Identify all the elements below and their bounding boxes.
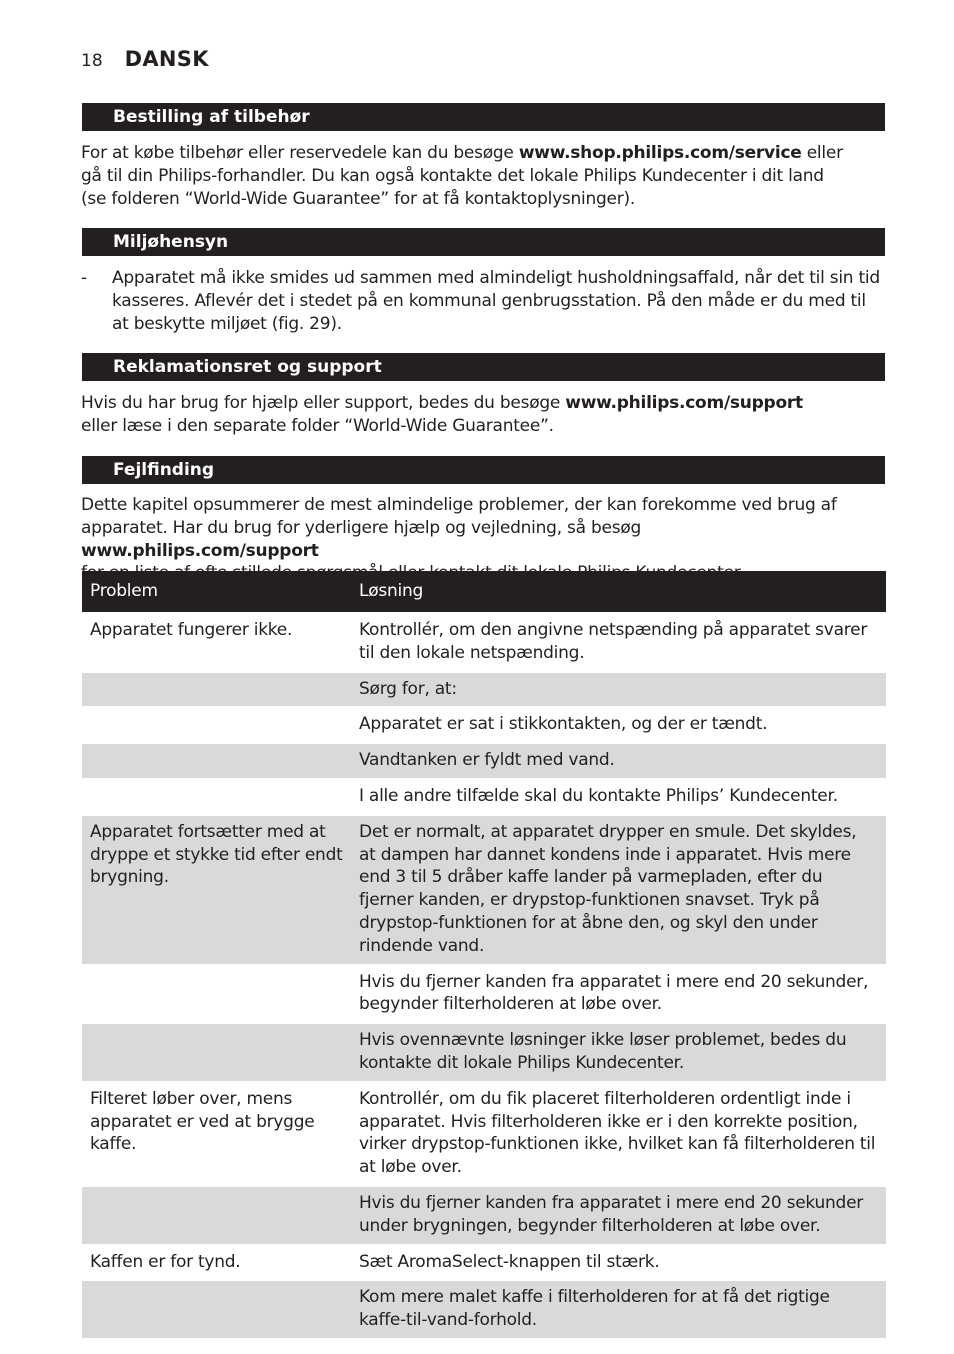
table-row xyxy=(82,1082,886,1186)
problem-cell xyxy=(82,1186,351,1245)
section-heading-ordering: Bestilling af tilbehør xyxy=(82,103,885,131)
support-link-2[interactable]: www.philips.com/support xyxy=(81,540,319,561)
problem-cell xyxy=(82,743,351,779)
troubleshooting-table xyxy=(82,571,886,1338)
environment-bullet xyxy=(81,267,881,335)
problem-cell xyxy=(82,672,351,708)
column-header-solution: Løsning xyxy=(351,571,886,613)
solution-cell: Kom mere malet kaffe i filterholderen for at få det rigtige kaffe-til-vand-forhold. xyxy=(351,1280,886,1338)
support-link[interactable]: www.philips.com/support xyxy=(565,393,803,413)
problem-cell xyxy=(82,707,351,743)
page-header xyxy=(81,47,209,71)
solution-cell: I alle andre tilfælde skal du kontakte Philips’ Kundecenter. xyxy=(351,779,886,815)
table-row xyxy=(82,707,886,743)
ordering-text-line2: gå til din Philips-forhandler. Du kan også kontakte det lokale Philips Kundecenter i dit land xyxy=(81,165,824,186)
problem-cell xyxy=(82,779,351,815)
bullet-dash: - xyxy=(81,268,87,288)
problem-cell xyxy=(82,1280,351,1338)
table-row xyxy=(82,1023,886,1082)
problem-cell: Apparatet fungerer ikke. xyxy=(82,613,351,672)
solution-cell: Hvis du fjerner kanden fra apparatet i mere end 20 sekunder under brygningen, begynder filterholderen at løbe over. xyxy=(351,1186,886,1245)
solution-cell: Kontrollér, om du fik placeret filterholderen ordentligt inde i apparatet. Hvis filterholderen ikke er i den korrekte position, virker drypstop-funktionen ikke, hvilket kan få filterholderen til at løbe over. xyxy=(351,1082,886,1186)
ordering-paragraph xyxy=(81,142,881,210)
section-heading-troubleshooting: Fejlfinding xyxy=(82,456,885,484)
solution-cell: Sæt AromaSelect-knappen til stærk. xyxy=(351,1245,886,1281)
environment-line3: at beskytte miljøet (fig. 29). xyxy=(112,313,342,334)
problem-cell: Apparatet fortsætter med at dryppe et stykke tid efter endt brygning. xyxy=(82,815,351,965)
ordering-text-end: eller xyxy=(801,143,843,163)
ordering-text-line3: (se folderen “World-Wide Guarantee” for at få kontaktoplysninger). xyxy=(81,188,636,209)
problem-cell: Kaffen er for tynd. xyxy=(82,1245,351,1281)
page-number: 18 xyxy=(81,51,103,71)
solution-cell: Det er normalt, at apparatet drypper en smule. Det skyldes, at dampen har dannet kondens inde i apparatet. Hvis mere end 3 til 5 dråber kaffe lander på varmepladen, efter du fjerner kanden, er drypstop-funktionen snavset. Tryk på drypstop-funktionen for at åbne den, og skyl den under rindende vand. xyxy=(351,815,886,965)
solution-cell: Hvis du fjerner kanden fra apparatet i mere end 20 sekunder, begynder filterholderen at løbe over. xyxy=(351,965,886,1024)
guarantee-paragraph xyxy=(81,392,881,438)
table-row xyxy=(82,815,886,965)
shop-service-link[interactable]: www.shop.philips.com/service xyxy=(518,143,802,163)
solution-cell: Apparatet er sat i stikkontakten, og der er tændt. xyxy=(351,707,886,743)
table-row xyxy=(82,743,886,779)
section-heading-environment: Miljøhensyn xyxy=(82,228,885,256)
environment-text xyxy=(112,267,881,335)
table-row xyxy=(82,672,886,708)
table-header-row xyxy=(82,571,886,613)
guarantee-text-line2: eller læse i den separate folder “World-Wide Guarantee”. xyxy=(81,415,554,436)
solution-cell: Hvis ovennævnte løsninger ikke løser problemet, bedes du kontakte dit lokale Philips Kundecenter. xyxy=(351,1023,886,1082)
section-heading-guarantee: Reklamationsret og support xyxy=(82,353,885,381)
environment-line1: Apparatet må ikke smides ud sammen med almindeligt husholdningsaffald, når det til sin tid xyxy=(112,268,880,288)
table-row xyxy=(82,1280,886,1338)
problem-cell: Filteret løber over, mens apparatet er ved at brygge kaffe. xyxy=(82,1082,351,1186)
language-heading: DANSK xyxy=(124,47,209,71)
solution-cell: Kontrollér, om den angivne netspænding på apparatet svarer til den lokale netspænding. xyxy=(351,613,886,672)
solution-cell: Vandtanken er fyldt med vand. xyxy=(351,743,886,779)
column-header-problem: Problem xyxy=(82,571,351,613)
problem-cell xyxy=(82,1023,351,1082)
solution-cell: Sørg for, at: xyxy=(351,672,886,708)
table-row xyxy=(82,1186,886,1245)
table-row xyxy=(82,1245,886,1281)
table-row xyxy=(82,779,886,815)
troubleshooting-line2: apparatet. Har du brug for yderligere hjælp og vejledning, så besøg xyxy=(81,517,642,538)
table-row xyxy=(82,613,886,672)
table-row xyxy=(82,965,886,1024)
environment-line2: kasseres. Aflevér det i stedet på en kommunal genbrugsstation. På den måde er du med til xyxy=(112,290,866,311)
ordering-text: For at købe tilbehør eller reservedele kan du besøge xyxy=(81,143,519,163)
problem-cell xyxy=(82,965,351,1024)
troubleshooting-line1: Dette kapitel opsummerer de mest almindelige problemer, der kan forekomme ved brug af xyxy=(81,495,837,515)
guarantee-text: Hvis du har brug for hjælp eller support, bedes du besøge xyxy=(81,393,566,413)
